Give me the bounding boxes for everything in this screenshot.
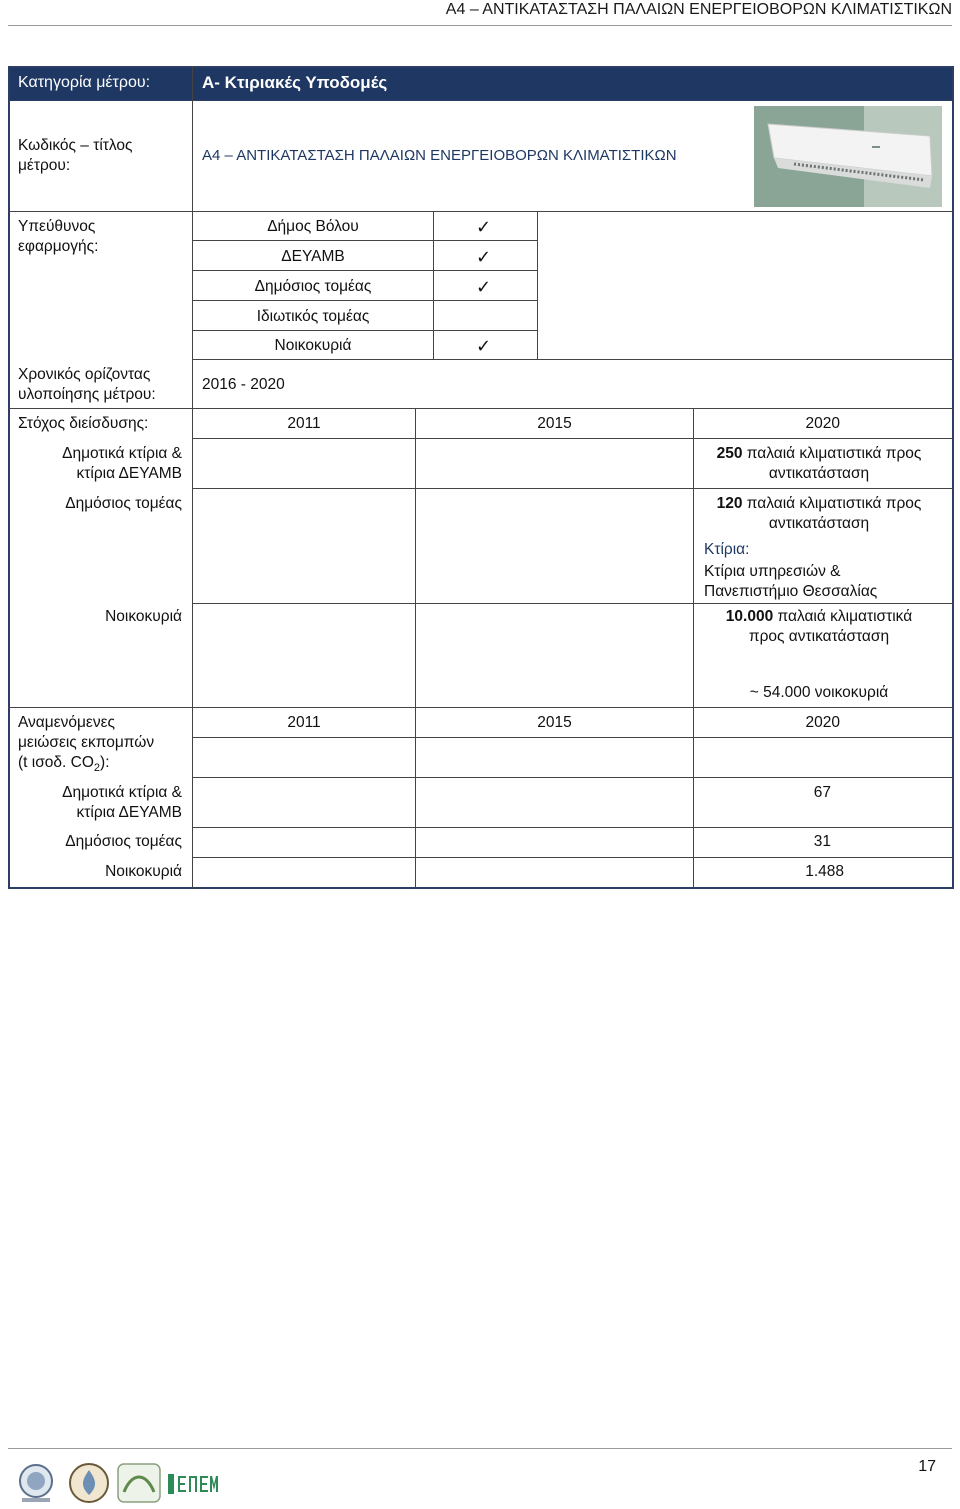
partner-logo-icon — [116, 1462, 162, 1504]
row-divider — [8, 100, 954, 101]
running-header-title: Α4 – ΑΝΤΙΚΑΤΑΣΤΑΣΗ ΠΑΛΑΙΩΝ ΕΝΕΡΓΕΙΟΒΟΡΩΝ ΚΛΙΜΑΤΙΣΤΙΚΩΝ — [445, 1, 952, 18]
reductions-public-value: 31 — [813, 833, 831, 850]
penetration-row-municipal — [10, 444, 182, 484]
row-divider — [193, 270, 537, 271]
reductions-row-households: Νοικοκυριά — [105, 863, 182, 880]
buildings-block — [704, 540, 877, 602]
responsible-name: Νοικοκυριά — [274, 337, 352, 354]
row-divider — [193, 857, 954, 858]
running-header — [8, 0, 952, 26]
reductions-label — [18, 713, 154, 778]
penetration-row-public: Δημόσιος τομέας — [65, 495, 182, 512]
checkmark-icon: ✓ — [476, 247, 492, 267]
code-label-line: Κωδικός – τίτλος — [18, 137, 133, 154]
buildings-label: Κτίρια: — [704, 541, 750, 558]
target-line — [694, 444, 944, 464]
target-text: αντικατάσταση — [768, 465, 870, 482]
responsible-label-line: εφαρμογής: — [18, 238, 99, 255]
row-divider — [193, 330, 537, 331]
reductions-households-value: 1.488 — [805, 863, 844, 880]
row-label-line: Δημοτικά κτίρια & — [62, 445, 182, 462]
row-divider — [193, 488, 954, 489]
category-label: Κατηγορία μέτρου: — [18, 74, 151, 91]
row-label-line: Δημοτικά κτίρια & — [62, 784, 182, 801]
target-text: προς αντικατάσταση — [748, 628, 890, 645]
category-value: Α- Κτιριακές Υποδομές — [202, 73, 388, 92]
air-conditioner-photo — [754, 106, 942, 207]
target-line — [694, 607, 944, 627]
row-divider — [193, 737, 954, 738]
row-divider — [193, 603, 954, 604]
row-divider — [8, 408, 954, 409]
penetration-public-2020 — [694, 494, 944, 534]
reductions-year-2015: 2015 — [537, 714, 572, 731]
row-divider — [193, 827, 954, 828]
target-text: αντικατάσταση — [768, 515, 870, 532]
epem-logo — [168, 1470, 218, 1503]
epem-logo-icon — [168, 1470, 218, 1498]
row-divider — [193, 359, 954, 360]
penetration-year-2011: 2011 — [287, 415, 321, 432]
target-text: παλαιά κλιματιστικά προς — [746, 495, 922, 512]
horizon-label — [18, 365, 156, 405]
penetration-municipal-2020 — [694, 444, 944, 484]
checkmark-icon: ✓ — [476, 336, 492, 356]
deyamv-logo-icon — [66, 1462, 112, 1504]
column-divider — [433, 211, 434, 359]
responsible-name: ΔΕΥΑΜΒ — [281, 248, 345, 265]
target-number: 250 — [716, 445, 743, 462]
buildings-line: Κτίρια υπηρεσιών & — [704, 563, 841, 580]
page-number: 17 — [918, 1458, 936, 1475]
penetration-year-2020: 2020 — [805, 415, 840, 432]
reductions-row-public: Δημόσιος τομέας — [65, 833, 182, 850]
reductions-municipal-value: 67 — [813, 784, 831, 801]
buildings-line: Πανεπιστήμιο Θεσσαλίας — [704, 583, 878, 600]
penetration-households-2020 — [694, 607, 944, 647]
reductions-unit: (t ισοδ. CO — [18, 754, 94, 771]
horizon-label-line: υλοποίησης μέτρου: — [18, 386, 156, 403]
row-divider — [8, 707, 954, 708]
reductions-row-municipal — [10, 783, 182, 823]
row-label-line: κτίρια ΔΕΥΑΜΒ — [76, 804, 182, 821]
code-label-line: μέτρου: — [18, 157, 71, 174]
responsible-label-line: Υπεύθυνος — [18, 218, 96, 235]
target-text: παλαιά κλιματιστικά προς — [746, 445, 922, 462]
target-text: παλαιά κλιματιστικά — [777, 608, 913, 625]
reductions-label-line — [18, 753, 154, 778]
column-divider — [537, 211, 538, 359]
column-divider — [415, 408, 416, 707]
responsible-name: Δήμος Βόλου — [267, 218, 359, 235]
households-count: ~ 54.000 νοικοκυριά — [749, 684, 889, 701]
horizon-value: 2016 - 2020 — [202, 376, 285, 393]
penetration-label: Στόχος διείσδυσης: — [18, 415, 149, 432]
deyamv-logo — [66, 1462, 112, 1509]
municipality-logo-icon — [12, 1462, 60, 1504]
reductions-year-2011: 2011 — [287, 714, 321, 731]
partner-logo — [116, 1462, 162, 1509]
code-value: Α4 – ΑΝΤΙΚΑΤΑΣΤΑΣΗ ΠΑΛΑΙΩΝ ΕΝΕΡΓΕΙΟΒΟΡΩΝ ΚΛΙΜΑΤΙΣΤΙΚΩΝ — [202, 147, 677, 164]
reductions-unit: ): — [100, 754, 110, 771]
row-divider — [193, 300, 537, 301]
air-conditioner-icon — [754, 106, 942, 207]
footer-rule — [8, 1448, 952, 1449]
code-label — [18, 136, 133, 176]
reductions-label-line: μειώσεις εκπομπών — [18, 734, 155, 751]
responsible-label — [18, 217, 98, 257]
target-number: 10.000 — [725, 608, 774, 625]
column-divider — [415, 707, 416, 889]
column-divider — [192, 66, 193, 889]
responsible-name: Ιδιωτικός τομέας — [256, 308, 370, 325]
municipality-logo — [12, 1462, 60, 1509]
row-label-line: κτίρια ΔΕΥΑΜΒ — [76, 465, 182, 482]
target-number: 120 — [716, 495, 743, 512]
row-divider — [193, 777, 954, 778]
checkmark-icon: ✓ — [476, 217, 492, 237]
checkmark-icon: ✓ — [476, 277, 492, 297]
row-divider — [193, 438, 954, 439]
responsible-name: Δημόσιος τομέας — [254, 278, 372, 295]
horizon-label-line: Χρονικός ορίζοντας — [18, 366, 151, 383]
row-divider — [193, 240, 537, 241]
penetration-year-2015: 2015 — [537, 415, 572, 432]
target-line — [694, 494, 944, 514]
row-divider — [8, 211, 954, 212]
penetration-row-households: Νοικοκυριά — [105, 608, 182, 625]
reductions-year-2020: 2020 — [805, 714, 840, 731]
reductions-unit-sub: 2 — [93, 762, 101, 775]
reductions-label-line: Αναμενόμενες — [18, 714, 115, 731]
